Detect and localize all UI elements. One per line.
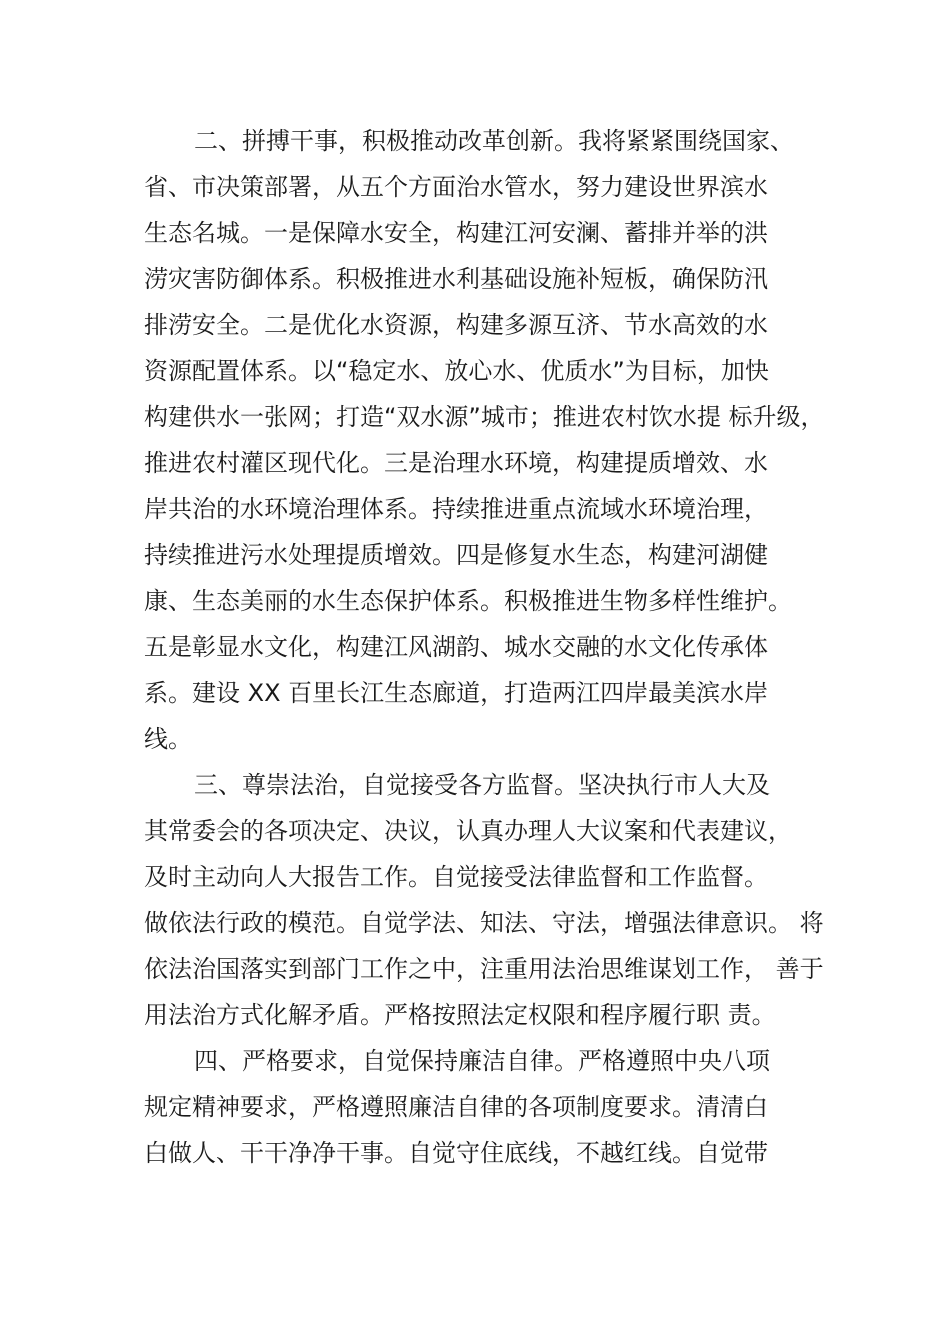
text-line: 系。建设 XX 百里长江生态廊道，打造两江四岸最美滨水岸 bbox=[144, 679, 769, 707]
text-line: 推进农村灌区现代化。三是治理水环境，构建提质增效、水 bbox=[144, 449, 768, 477]
text-line: 用法治方式化解矛盾。严格按照法定权限和程序履行职 责。 bbox=[144, 1001, 776, 1029]
text-line: 依法治国落实到部门工作之中，注重用法治思维谋划工作， 善于 bbox=[144, 955, 824, 983]
text-line: 构建供水一张网；打造“双水源”城市；推进农村饮水提 标升级， bbox=[144, 403, 825, 431]
text-line: 规定精神要求，严格遵照廉洁自律的各项制度要求。清清白 bbox=[144, 1093, 768, 1121]
text-line: 岸共治的水环境治理体系。持续推进重点流域水环境治理， bbox=[144, 495, 768, 523]
text-line: 生态名城。一是保障水安全，构建江河安澜、蓄排并举的洪 bbox=[144, 219, 768, 247]
text-line: 白做人、干干净净干事。自觉守住底线，不越红线。自觉带 bbox=[144, 1139, 768, 1167]
text-line: 及时主动向人大报告工作。自觉接受法律监督和工作监督。 bbox=[144, 863, 768, 891]
text-line: 涝灾害防御体系。积极推进水利基础设施补短板，确保防汛 bbox=[144, 265, 768, 293]
text-line: 做依法行政的模范。自觉学法、知法、守法，增强法律意识。 将 bbox=[144, 909, 824, 937]
text-line: 省、市决策部署，从五个方面治水管水，努力建设世界滨水 bbox=[144, 173, 768, 201]
body-text bbox=[144, 118, 834, 1176]
text-line: 二、拼搏干事，积极推动改革创新。我将紧紧围绕国家、 bbox=[194, 127, 794, 155]
text-line: 四、严格要求，自觉保持廉洁自律。严格遵照中央八项 bbox=[194, 1047, 770, 1075]
text-line: 排涝安全。二是优化水资源，构建多源互济、节水高效的水 bbox=[144, 311, 768, 339]
text-line: 其常委会的各项决定、决议，认真办理人大议案和代表建议， bbox=[144, 817, 792, 845]
text-line: 持续推进污水处理提质增效。四是修复水生态，构建河湖健 bbox=[144, 541, 768, 569]
text-line: 资源配置体系。以“稳定水、放心水、优质水”为目标，加快 bbox=[144, 357, 769, 385]
text-line: 康、生态美丽的水生态保护体系。积极推进生物多样性维护。 bbox=[144, 587, 792, 615]
text-line: 三、尊崇法治，自觉接受各方监督。坚决执行市人大及 bbox=[194, 771, 770, 799]
text-line: 线。 bbox=[144, 725, 192, 753]
text-line: 五是彰显水文化，构建江风湖韵、城水交融的水文化传承体 bbox=[144, 633, 768, 661]
